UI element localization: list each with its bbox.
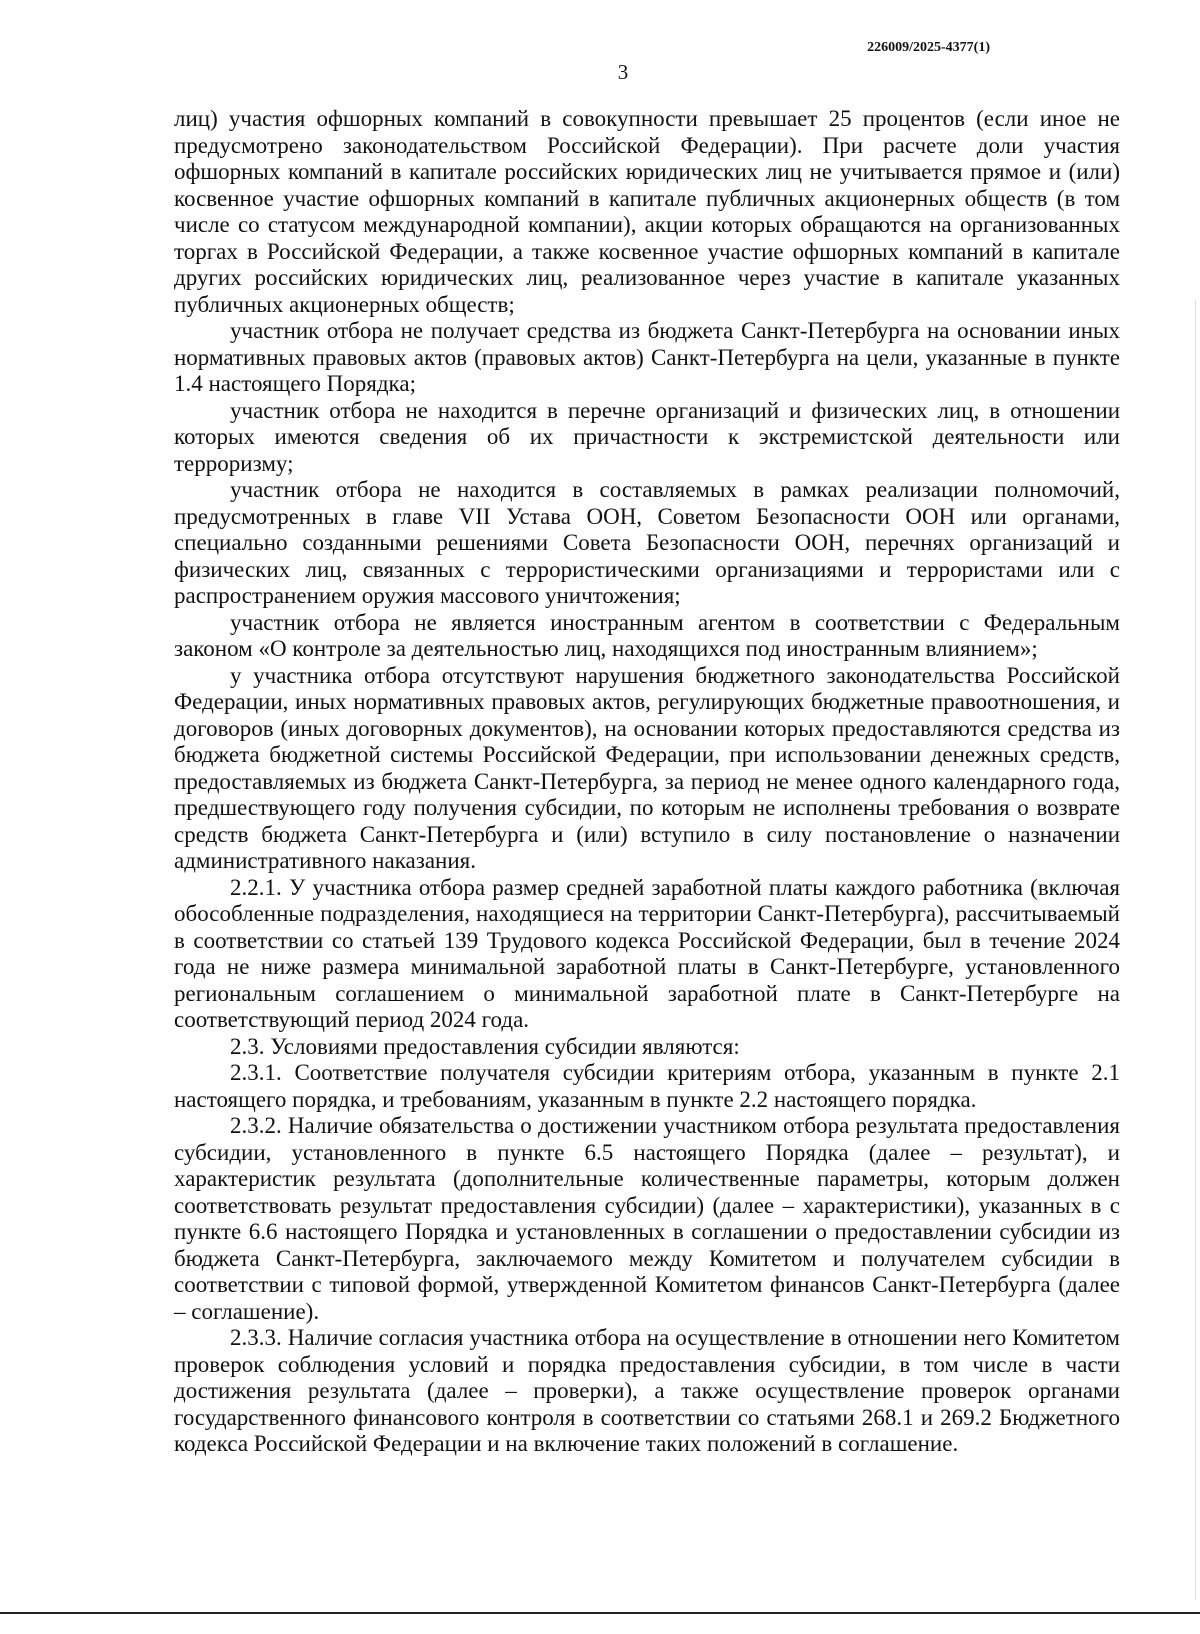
paragraph: участник отбора не является иностранным агентом в соответствии с Федеральным законом «О контроле за деятельностью лиц, находящихся под иностранным влиянием»; <box>174 609 1120 661</box>
paragraph: участник отбора не находится в перечне организаций и физических лиц, в отношении которых имеются сведения об их причастности к экстремистской деятельности или терроризму; <box>174 397 1120 476</box>
document-body <box>174 106 1120 1458</box>
paragraph: 2.3.2. Наличие обязательства о достижении участником отбора результата предоставления субсидии, установленного в пункте 6.5 настоящего Порядка (далее – результат), и характеристик результата (дополнительные количественные параметры, которым должен соответствовать результат предоставления субсидии) (далее – характеристики), указанных в с пункте 6.6 настоящего Порядка и установленных в соглашении о предоставлении субсидии из бюджета Санкт-Петербурга, заключаемого между Комитетом и получателем субсидии в соответствии с типовой формой, утвержденной Комитетом финансов Санкт-Петербурга (далее – соглашение). <box>174 1113 1120 1324</box>
page-number: 3 <box>617 60 629 84</box>
bottom-scan-border <box>0 1612 1200 1614</box>
document-number: 226009/2025-4377(1) <box>867 40 990 55</box>
scan-edge-line <box>1195 300 1196 1600</box>
paragraph: лиц) участия офшорных компаний в совокупности превышает 25 процентов (если иное не предусмотрено законодательством Российской Федерации). При расчете доли участия офшорных компаний в капитале российских юридических лиц не учитывается прямое и (или) косвенное участие офшорных компаний в капитале публичных акционерных обществ (в том числе со статусом международной компании), акции которых обращаются на организованных торгах в Российской Федерации, а также косвенное участие офшорных компаний в капитале других российских юридических лиц, реализованное через участие в капитале указанных публичных акционерных обществ; <box>174 106 1120 317</box>
paragraph: участник отбора не получает средства из бюджета Санкт-Петербурга на основании иных нормативных правовых актов (правовых актов) Санкт-Петербурга на цели, указанные в пункте 1.4 настоящего Порядка; <box>174 318 1120 396</box>
paragraph: 2.3.1. Соответствие получателя субсидии критериям отбора, указанным в пункте 2.1 настоящего порядка, и требованиям, указанным в пункте 2.2 настоящего порядка. <box>174 1060 1120 1112</box>
paragraph: 2.3.3. Наличие согласия участника отбора на осуществление в отношении него Комитетом проверок соблюдения условий и порядка предоставления субсидии, в том числе в части достижения результата (далее – проверки), а также осуществление проверок органами государственного финансового контроля в соответствии со статьями 268.1 и 269.2 Бюджетного кодекса Российской Федерации и на включение таких положений в соглашение. <box>174 1325 1120 1456</box>
paragraph: 2.2.1. У участника отбора размер средней заработной платы каждого работника (включая обособленные подразделения, находящиеся на территории Санкт-Петербурга), рассчитываемый в соответствии со статьей 139 Трудового кодекса Российской Федерации, был в течение 2024 года не ниже размера минимальной заработной платы в Санкт-Петербурге, установленного региональным соглашением о минимальной заработной плате в Санкт-Петербурге на соответствующий период 2024 года. <box>174 874 1120 1032</box>
paragraph: 2.3. Условиями предоставления субсидии являются: <box>230 1033 740 1059</box>
paragraph: у участника отбора отсутствуют нарушения бюджетного законодательства Российской Федерации, иных нормативных правовых актов, регулирующих бюджетные правоотношения, и договоров (иных договорных документов), на основании которых предоставляются средства из бюджета бюджетной системы Российской Федерации, при использовании денежных средств, предоставляемых из бюджета Санкт-Петербурга, за период не менее одного календарного года, предшествующего году получения субсидии, по которым не исполнены требования о возврате средств бюджета Санкт-Петербурга и (или) вступило в силу постановление о назначении административного наказания. <box>174 662 1120 873</box>
paragraph: участник отбора не находится в составляемых в рамках реализации полномочий, предусмотренных в главе VII Устава ООН, Советом Безопасности ООН или органами, специально созданными решениями Совета Безопасности ООН, перечнях организаций и физических лиц, связанных с террористическими организациями и террористами или с распространением оружия массового уничтожения; <box>174 477 1120 608</box>
